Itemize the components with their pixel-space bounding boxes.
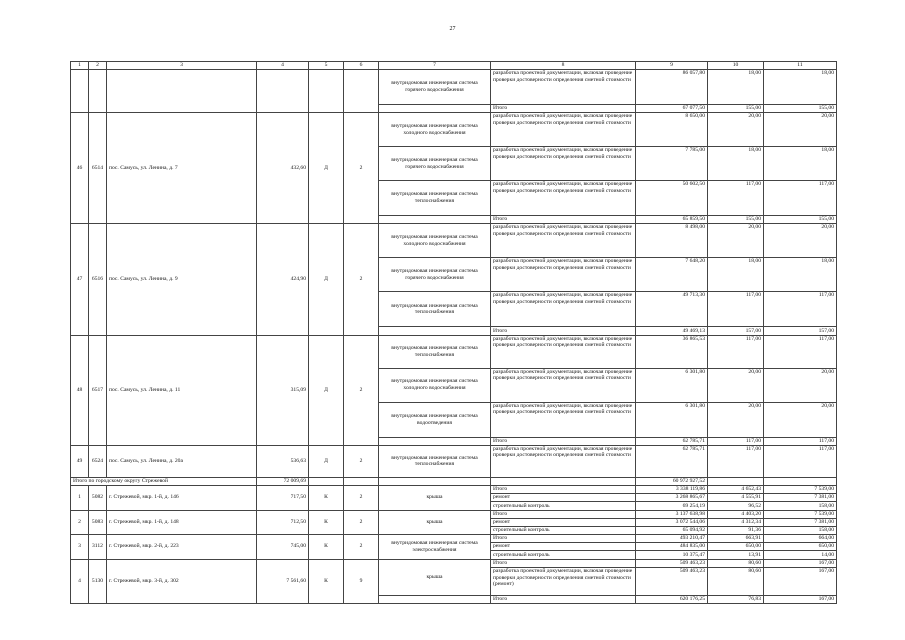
header-row xyxy=(71,62,837,70)
total-row: Итого 620 176,25 76,83 167,00 xyxy=(71,595,837,603)
okrug-total-label: Итого по городскому округу Стрежевой xyxy=(71,477,257,485)
table-row: разработка проектной документации, включая проведение проверки достоверности определения сметной стоимости (ремонт) 509 463,23 80,60 167,00 xyxy=(71,567,837,595)
table-row: ремонт 3 072 544,06 4 312,34 7 381,00 xyxy=(71,518,837,526)
itogo-label: Итого xyxy=(491,105,636,113)
address-cell: пос. Самусь, ул. Ленина, д. 9 xyxy=(107,224,257,335)
cost-cell: 86 057,80 xyxy=(636,70,708,105)
system-cell: внутридомовая инженерная система горячего водоснабжения xyxy=(379,70,491,105)
col-header: 1 xyxy=(71,62,89,70)
address-cell: г. Стрежевой, мкр. 2-й, д. 223 xyxy=(107,535,257,560)
address-cell: пос. Самусь, ул. Ленина, д. 20а xyxy=(107,445,257,477)
col-header: 6 xyxy=(344,62,379,70)
table-row: внутридомовая инженерная система горячего водоснабжения разработка проектной документации, включая проведение проверки достоверности определения сметной стоимости 7 785,00 18,00 18,00 xyxy=(71,147,837,181)
table-row: внутридомовая инженерная система холодного водоснабжения разработка проектной документации, включая проведение проверки достоверности определения сметной стоимости 6 301,80 20,00 20,00 xyxy=(71,368,837,402)
table-row: строительный контроль 65 094,92 91,36 158,00 xyxy=(71,526,837,534)
total-row: Итого 49 469,13 157,00 157,00 xyxy=(71,327,837,335)
table-row: ремонт 484 835,00 650,00 650,00 xyxy=(71,543,837,551)
col-header: 2 xyxy=(89,62,107,70)
table-row: 46 6514 пос. Самусь, ул. Ленина, д. 7 432,60 Д 2 внутридомовая инженерная система холодного водоснабжения разработка проектной документации, включая проведение проверки достоверности определения сметной стоимости 8 650,00 20,00 20,00 xyxy=(71,113,837,147)
okrug-total-row: Итого по городскому округу Стрежевой 72 009,69 60 972 927,52 xyxy=(71,477,837,485)
address-cell: г. Стрежевой, мкр. 1-й, д. 146 xyxy=(107,485,257,510)
col-header: 3 xyxy=(107,62,257,70)
total-row: Итого 67 077,50 155,00 155,00 xyxy=(71,105,837,113)
address-cell: г. Стрежевой, мкр. 3-й, д. 302 xyxy=(107,559,257,603)
col-header: 8 xyxy=(491,62,636,70)
address-cell: пос. Самусь, ул. Ленина, д. 7 xyxy=(107,113,257,224)
table-row: 2 5083 г. Стрежевой, мкр. 1-й, д. 148 712,50 К 2 крыша Итого 3 137 638,98 4 403,20 7 539,00 xyxy=(71,510,837,518)
table-row: 4 5130 г. Стрежевой, мкр. 3-й, д. 302 7 561,60 К 9 крыша Итого 509 463,23 80,60 167,00 xyxy=(71,559,837,567)
page-number: 27 xyxy=(449,26,456,32)
table-row: 3 3112 г. Стрежевой, мкр. 2-й, д. 223 745,00 К 2 внутридомовая инженерная система электроснабжения Итого 493 210,47 663,91 664,00 xyxy=(71,535,837,543)
col-header: 10 xyxy=(708,62,764,70)
table-row: внутридомовая инженерная система водоотведения разработка проектной документации, включая проведение проверки достоверности определения сметной стоимости 6 301,80 20,00 20,00 xyxy=(71,402,837,437)
capital-repair-table xyxy=(70,61,837,604)
table-row: внутридомовая инженерная система горячего водоснабжения разработка проектной документации, включая проведение проверки достоверности определения сметной стоимости 7 648,20 18,00 18,00 xyxy=(71,258,837,292)
table-row: внутридомовая инженерная система горячего водоснабжения разработка проектной документации, включая проведение проверки достоверности определения сметной стоимости 86 057,80 18,00 18,00 xyxy=(71,70,837,105)
col-header: 7 xyxy=(379,62,491,70)
table-row: строительный контроль 10 375,47 13,91 14,00 xyxy=(71,551,837,559)
col-header: 11 xyxy=(764,62,837,70)
table-row: 47 6516 пос. Самусь, ул. Ленина, д. 9 424,90 Д 2 внутридомовая инженерная система холодного водоснабжения разработка проектной документации, включая проведение проверки достоверности определения сметной стоимости 8 498,00 20,00 20,00 xyxy=(71,224,837,258)
total-row: Итого 62 785,71 117,00 117,00 xyxy=(71,437,837,445)
table-row: внутридомовая инженерная система теплоснабжения разработка проектной документации, включая проведение проверки достоверности определения сметной стоимости 49 713,30 117,00 117,00 xyxy=(71,292,837,327)
table-row: 49 6524 пос. Самусь, ул. Ленина, д. 20а 536,63 Д 2 внутридомовая инженерная система теплоснабжения разработка проектной документации, включая проведение проверки достоверности определения сметной стоимости 62 785,71 117,00 117,00 xyxy=(71,445,837,477)
col-header: 5 xyxy=(309,62,344,70)
table-row: внутридомовая инженерная система теплоснабжения разработка проектной документации, включая проведение проверки достоверности определения сметной стоимости 50 602,50 117,00 117,00 xyxy=(71,181,837,216)
col-header: 9 xyxy=(636,62,708,70)
address-cell: г. Стрежевой, мкр. 1-й, д. 148 xyxy=(107,510,257,535)
address-cell: пос. Самусь, ул. Ленина, д. 11 xyxy=(107,335,257,445)
col-header: 4 xyxy=(257,62,309,70)
total-row: Итого 65 859,50 155,00 155,00 xyxy=(71,216,837,224)
work-cell: разработка проектной документации, включая проведение проверки достоверности определения сметной стоимости xyxy=(491,70,636,105)
table-row: строительный контроль 69 254,19 96,52 158,00 xyxy=(71,502,837,510)
table-row: ремонт 3 268 865,67 4 555,91 7 381,00 xyxy=(71,494,837,502)
table-row: 48 6517 пос. Самусь, ул. Ленина, д. 11 315,09 Д 2 внутридомовая инженерная система теплоснабжения разработка проектной документации, включая проведение проверки достоверности определения сметной стоимости 36 865,53 117,00 117,00 xyxy=(71,335,837,368)
table-row: 1 5082 г. Стрежевой, мкр. 1-й, д. 146 717,50 К 2 крыша Итого 3 338 119,86 4 652,43 7 539,00 xyxy=(71,485,837,493)
